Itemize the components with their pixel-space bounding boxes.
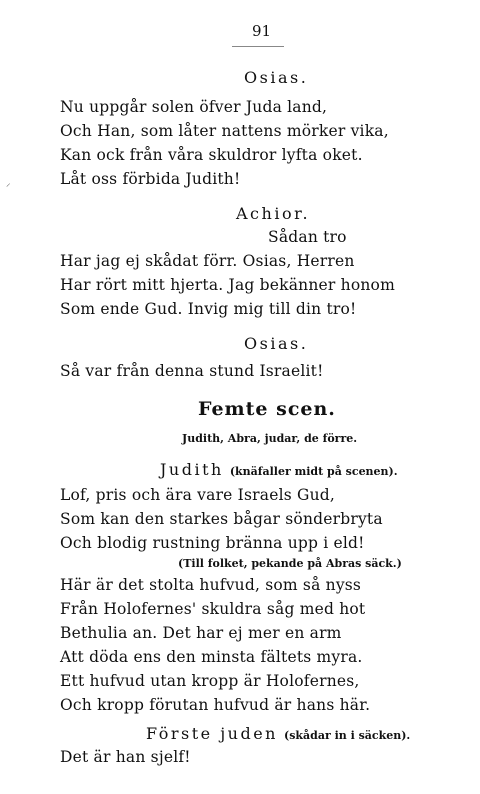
verse-line: Nu uppgår solen öfver Juda land,: [60, 98, 328, 116]
speaker-name: Förste juden: [146, 724, 278, 743]
speaker-achior: Achior.: [236, 204, 311, 223]
verse-line: Från Holofernes' skuldra såg med hot: [60, 600, 366, 618]
stage-direction: (skådar in i säcken).: [283, 729, 411, 742]
verse-line: Att döda ens den minsta fältets myra.: [60, 648, 363, 666]
header-rule: [232, 46, 284, 47]
verse-line: Har jag ej skådat förr. Osias, Herren: [60, 252, 355, 270]
verse-line: Har rört mitt hjerta. Jag bekänner honom: [60, 276, 395, 294]
speaker-osias: Osias.: [244, 68, 309, 87]
verse-line: Som ende Gud. Invig mig till din tro!: [60, 300, 357, 318]
verse-line: Och Han, som låter nattens mörker vika,: [60, 122, 389, 140]
verse-line: Ett hufvud utan kropp är Holofernes,: [60, 672, 360, 690]
speaker-name: Judith: [160, 460, 224, 479]
scene-title: Femte scen.: [198, 398, 336, 420]
speaker-judith: [160, 460, 398, 479]
verse-line: Och blodig rustning bränna upp i eld!: [60, 534, 365, 552]
verse-line: Sådan tro: [268, 228, 347, 246]
verse-line: Låt oss förbida Judith!: [60, 170, 241, 188]
speaker-forste-juden: [146, 724, 410, 743]
margin-mark: ⸝: [6, 179, 11, 189]
stage-direction: (knäfaller midt på scenen).: [229, 465, 398, 478]
verse-line: Och kropp förutan hufvud är hans här.: [60, 696, 371, 714]
verse-line: Bethulia an. Det har ej mer en arm: [60, 624, 342, 642]
verse-line: Här är det stolta hufvud, som så nyss: [60, 576, 362, 594]
verse-line: Som kan den starkes bågar sönderbryta: [60, 510, 383, 528]
verse-line: Lof, pris och ära vare Israels Gud,: [60, 486, 336, 504]
page-number: 91: [252, 22, 272, 40]
verse-line: Det är han sjelf!: [60, 748, 191, 766]
stage-direction: (Till folket, pekande på Abras säck.): [178, 557, 402, 570]
verse-line: Kan ock från våra skuldror lyfta oket.: [60, 146, 363, 164]
speaker-osias: Osias.: [244, 334, 309, 353]
verse-line: Så var från denna stund Israelit!: [60, 362, 324, 380]
scene-cast: Judith, Abra, judar, de förre.: [182, 432, 358, 445]
